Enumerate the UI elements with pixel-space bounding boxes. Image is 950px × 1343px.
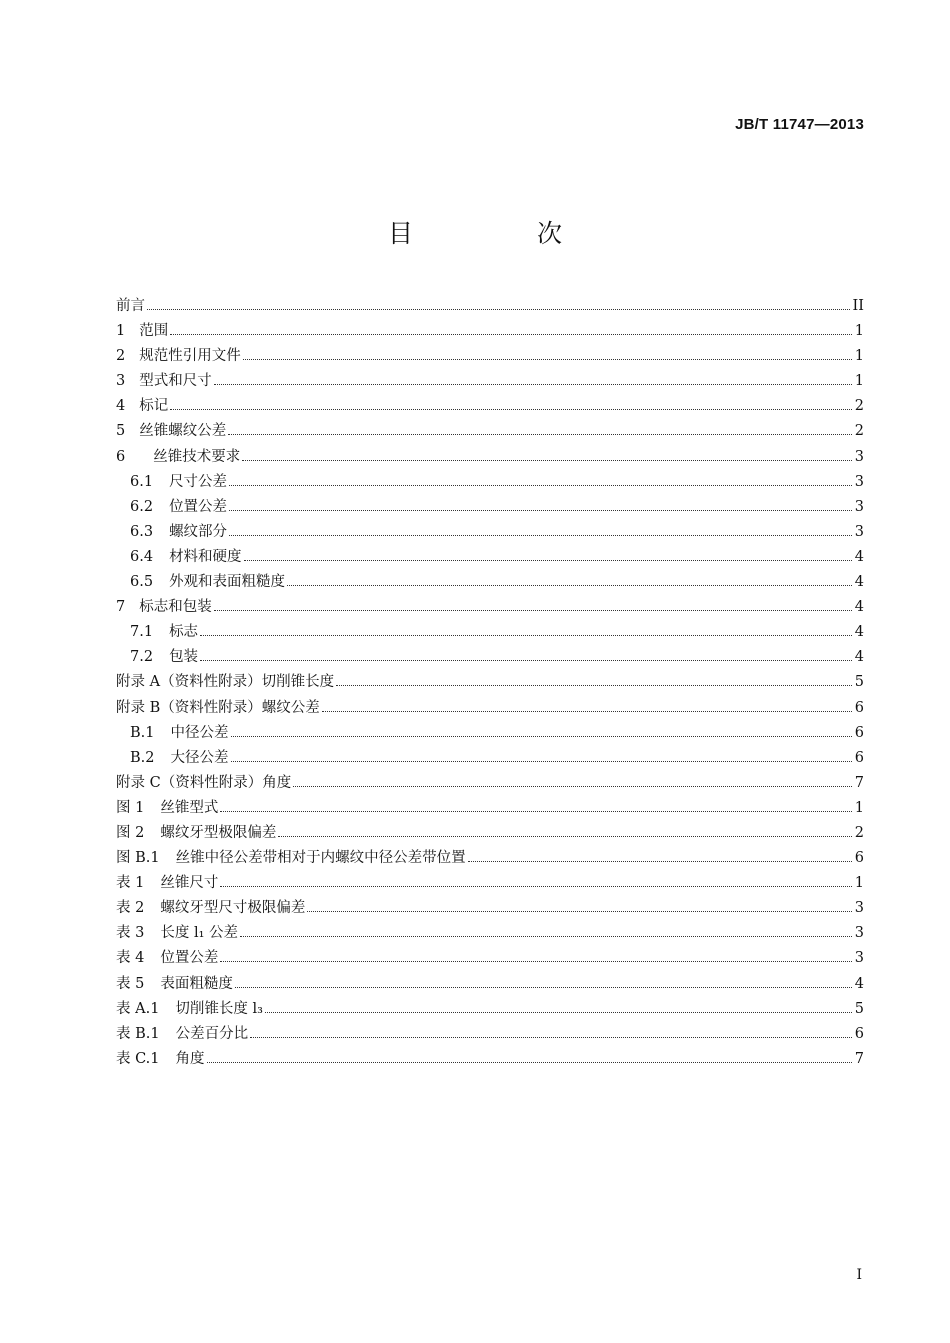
toc-entry-label: 螺纹牙型尺寸极限偏差: [160, 900, 306, 917]
toc-entry-number: 表 C.1: [116, 1050, 160, 1067]
toc-entry-label: 螺纹部分: [169, 523, 228, 540]
toc-entry-label: 丝锥中径公差带相对于内螺纹中径公差带位置: [175, 850, 466, 867]
toc-entry[interactable]: [116, 445, 864, 470]
toc-entry-number: 6: [116, 448, 126, 465]
toc-entry[interactable]: [116, 846, 864, 871]
toc-entry-page: 7: [854, 774, 864, 791]
toc-entry-number: 7: [116, 599, 126, 616]
dot-leader: [229, 509, 852, 511]
dot-leader: [243, 358, 852, 360]
toc-entry-page: 2: [854, 423, 864, 440]
toc-entry[interactable]: [116, 821, 864, 846]
toc-entry-number: 图 2: [116, 824, 145, 841]
dot-leader: [207, 1061, 852, 1063]
toc-entry[interactable]: [116, 294, 864, 319]
dot-leader: [229, 484, 852, 486]
toc-entry-page: 4: [854, 574, 864, 591]
dot-leader: [265, 1011, 852, 1013]
dot-leader: [170, 333, 852, 335]
dot-leader: [278, 835, 851, 837]
toc-entry-page: 2: [854, 398, 864, 415]
dot-leader: [235, 986, 852, 988]
toc-entry-number: 3: [116, 373, 126, 390]
toc-entry[interactable]: [116, 896, 864, 921]
toc-entry-label: 标志和包装: [139, 599, 212, 616]
toc-entry-number: 4: [116, 398, 126, 415]
toc-entry-number: 2: [116, 348, 126, 365]
toc-entry-page: II: [852, 298, 864, 314]
toc-entry-number: 6.5: [130, 574, 154, 591]
toc-entry-label: 中径公差: [170, 724, 229, 741]
dot-leader: [229, 534, 852, 536]
toc-entry-number: 表 3: [116, 925, 145, 942]
toc-entry[interactable]: [116, 595, 864, 620]
dot-leader: [200, 659, 852, 661]
toc-entry-label: 规范性引用文件: [139, 348, 241, 365]
toc-entry-page: 1: [854, 323, 864, 340]
toc-entry-label: 大径公差: [170, 749, 229, 766]
toc-entry-page: 6: [854, 749, 864, 766]
dot-leader: [220, 885, 851, 887]
toc-entry-label: 丝锥型式: [160, 799, 219, 816]
toc-entry[interactable]: [116, 871, 864, 896]
dot-leader: [214, 609, 852, 611]
toc-entry-page: 4: [854, 548, 864, 565]
toc-entry-number: 表 1: [116, 875, 145, 892]
dot-leader: [240, 935, 852, 937]
toc-entry-page: 6: [854, 1025, 864, 1042]
toc-entry-label: 标记: [139, 398, 169, 415]
toc-entry-page: 3: [854, 448, 864, 465]
toc-entry-number: 7.2: [130, 649, 154, 666]
toc-entry-label: 附录 A（资料性附录）切削锥长度: [116, 674, 335, 691]
toc-entry[interactable]: [116, 1047, 864, 1072]
toc-entry-number: 图 B.1: [116, 850, 160, 867]
toc-entry-page: 5: [854, 674, 864, 691]
dot-leader: [336, 684, 852, 686]
toc-entry[interactable]: [116, 620, 864, 645]
toc-entry[interactable]: [116, 570, 864, 595]
toc-entry-page: 3: [854, 900, 864, 917]
toc-entry-page: 7: [854, 1050, 864, 1067]
toc-entry-page: 3: [854, 523, 864, 540]
toc-entry[interactable]: [116, 319, 864, 344]
toc-entry[interactable]: [116, 796, 864, 821]
dot-leader: [242, 459, 852, 461]
toc-entry-page: 1: [854, 373, 864, 390]
toc-entry-number: 表 4: [116, 950, 145, 967]
dot-leader: [214, 383, 852, 385]
toc-entry-page: 6: [854, 850, 864, 867]
toc-entry-page: 3: [854, 498, 864, 515]
toc-entry-label: 型式和尺寸: [139, 373, 212, 390]
dot-leader: [220, 810, 851, 812]
toc-entry-number: B.1: [130, 724, 155, 741]
toc-entry-label: 长度 l₁ 公差: [160, 925, 239, 942]
toc-entry[interactable]: [116, 520, 864, 545]
toc-entry-label: 角度: [175, 1050, 205, 1067]
toc-entry-page: 4: [854, 975, 864, 992]
toc-entry-number: 6.2: [130, 498, 154, 515]
page-title: 目 次: [388, 219, 620, 248]
toc-entry[interactable]: [116, 1022, 864, 1047]
toc-entry[interactable]: [116, 972, 864, 997]
dot-leader: [322, 710, 852, 712]
toc-entry-label: 尺寸公差: [169, 473, 228, 490]
toc-entry-label: 表面粗糙度: [160, 975, 233, 992]
toc-entry-number: 6.1: [130, 473, 154, 490]
toc-entry-number: 7.1: [130, 624, 154, 641]
toc-entry-number: 6.3: [130, 523, 154, 540]
dot-leader: [468, 860, 852, 862]
toc-entry-label: 位置公差: [160, 950, 219, 967]
toc-entry-page: 3: [854, 473, 864, 490]
toc-entry-page: 6: [854, 699, 864, 716]
toc-entry[interactable]: [116, 997, 864, 1022]
toc-entry[interactable]: [116, 696, 864, 721]
toc-entry-number: B.2: [130, 749, 155, 766]
toc-entry-label: 公差百分比: [175, 1025, 249, 1042]
toc-entry-label: 外观和表面粗糙度: [169, 574, 286, 591]
page-number: I: [856, 1267, 862, 1283]
toc-entry-page: 4: [854, 624, 864, 641]
toc-entry-number: 图 1: [116, 799, 145, 816]
toc-entry[interactable]: [116, 670, 864, 695]
dot-leader: [231, 760, 852, 762]
dot-leader: [170, 408, 852, 410]
dot-leader: [200, 634, 852, 636]
toc-entry-page: 1: [854, 348, 864, 365]
toc-entry[interactable]: [116, 645, 864, 670]
toc-entry[interactable]: [116, 771, 864, 796]
toc-entry[interactable]: [116, 946, 864, 971]
toc-entry-page: 6: [854, 724, 864, 741]
dot-leader: [250, 1036, 852, 1038]
dot-leader: [287, 584, 852, 586]
toc-entry[interactable]: [116, 369, 864, 394]
toc-entry[interactable]: [116, 470, 864, 495]
toc-entry-page: 2: [854, 824, 864, 841]
toc-entry-label: 前言: [116, 298, 145, 314]
dot-leader: [220, 960, 851, 962]
toc-entry[interactable]: [116, 394, 864, 419]
toc-entry[interactable]: [116, 344, 864, 369]
toc-entry-label: 材料和硬度: [169, 548, 242, 565]
toc-entry-page: 3: [854, 925, 864, 942]
toc-entry-label: 包装: [169, 649, 199, 666]
toc-entry-number: 6.4: [130, 548, 154, 565]
toc-entry-page: 3: [854, 950, 864, 967]
toc-entry-page: 5: [854, 1000, 864, 1017]
toc-entry-label: 位置公差: [169, 498, 228, 515]
toc-entry-number: 表 5: [116, 975, 145, 992]
toc-entry-label: 范围: [139, 323, 169, 340]
dot-leader: [307, 910, 851, 912]
toc-entry[interactable]: [116, 495, 864, 520]
standard-code: JB/T 11747—2013: [735, 116, 864, 133]
dot-leader: [244, 559, 852, 561]
toc-entry-label: 标志: [169, 624, 199, 641]
toc-entry-label: 丝锥技术要求: [153, 448, 241, 465]
table-of-contents: [116, 294, 864, 1072]
toc-entry-label: 丝锥尺寸: [160, 875, 219, 892]
toc-entry[interactable]: [116, 746, 864, 771]
dot-leader: [293, 785, 852, 787]
toc-entry-label: 附录 B（资料性附录）螺纹公差: [116, 699, 320, 716]
dot-leader: [231, 735, 852, 737]
toc-entry-page: 4: [854, 649, 864, 666]
toc-entry-page: 1: [854, 799, 864, 816]
toc-entry-label: 螺纹牙型极限偏差: [160, 824, 277, 841]
toc-entry-label: 切削锥长度 l₃: [175, 1000, 263, 1017]
dot-leader: [228, 433, 852, 435]
toc-entry[interactable]: [116, 721, 864, 746]
toc-entry-page: 1: [854, 875, 864, 892]
toc-entry-number: 表 B.1: [116, 1025, 160, 1042]
toc-entry[interactable]: [116, 545, 864, 570]
toc-entry[interactable]: [116, 921, 864, 946]
toc-entry-number: 表 2: [116, 900, 145, 917]
toc-entry[interactable]: [116, 419, 864, 444]
toc-entry-number: 5: [116, 423, 126, 440]
toc-entry-number: 1: [116, 323, 126, 340]
toc-entry-label: 丝锥螺纹公差: [139, 423, 227, 440]
toc-entry-number: 表 A.1: [116, 1000, 160, 1017]
toc-entry-label: 附录 C（资料性附录）角度: [116, 774, 292, 791]
toc-entry-page: 4: [854, 599, 864, 616]
dot-leader: [147, 308, 850, 310]
